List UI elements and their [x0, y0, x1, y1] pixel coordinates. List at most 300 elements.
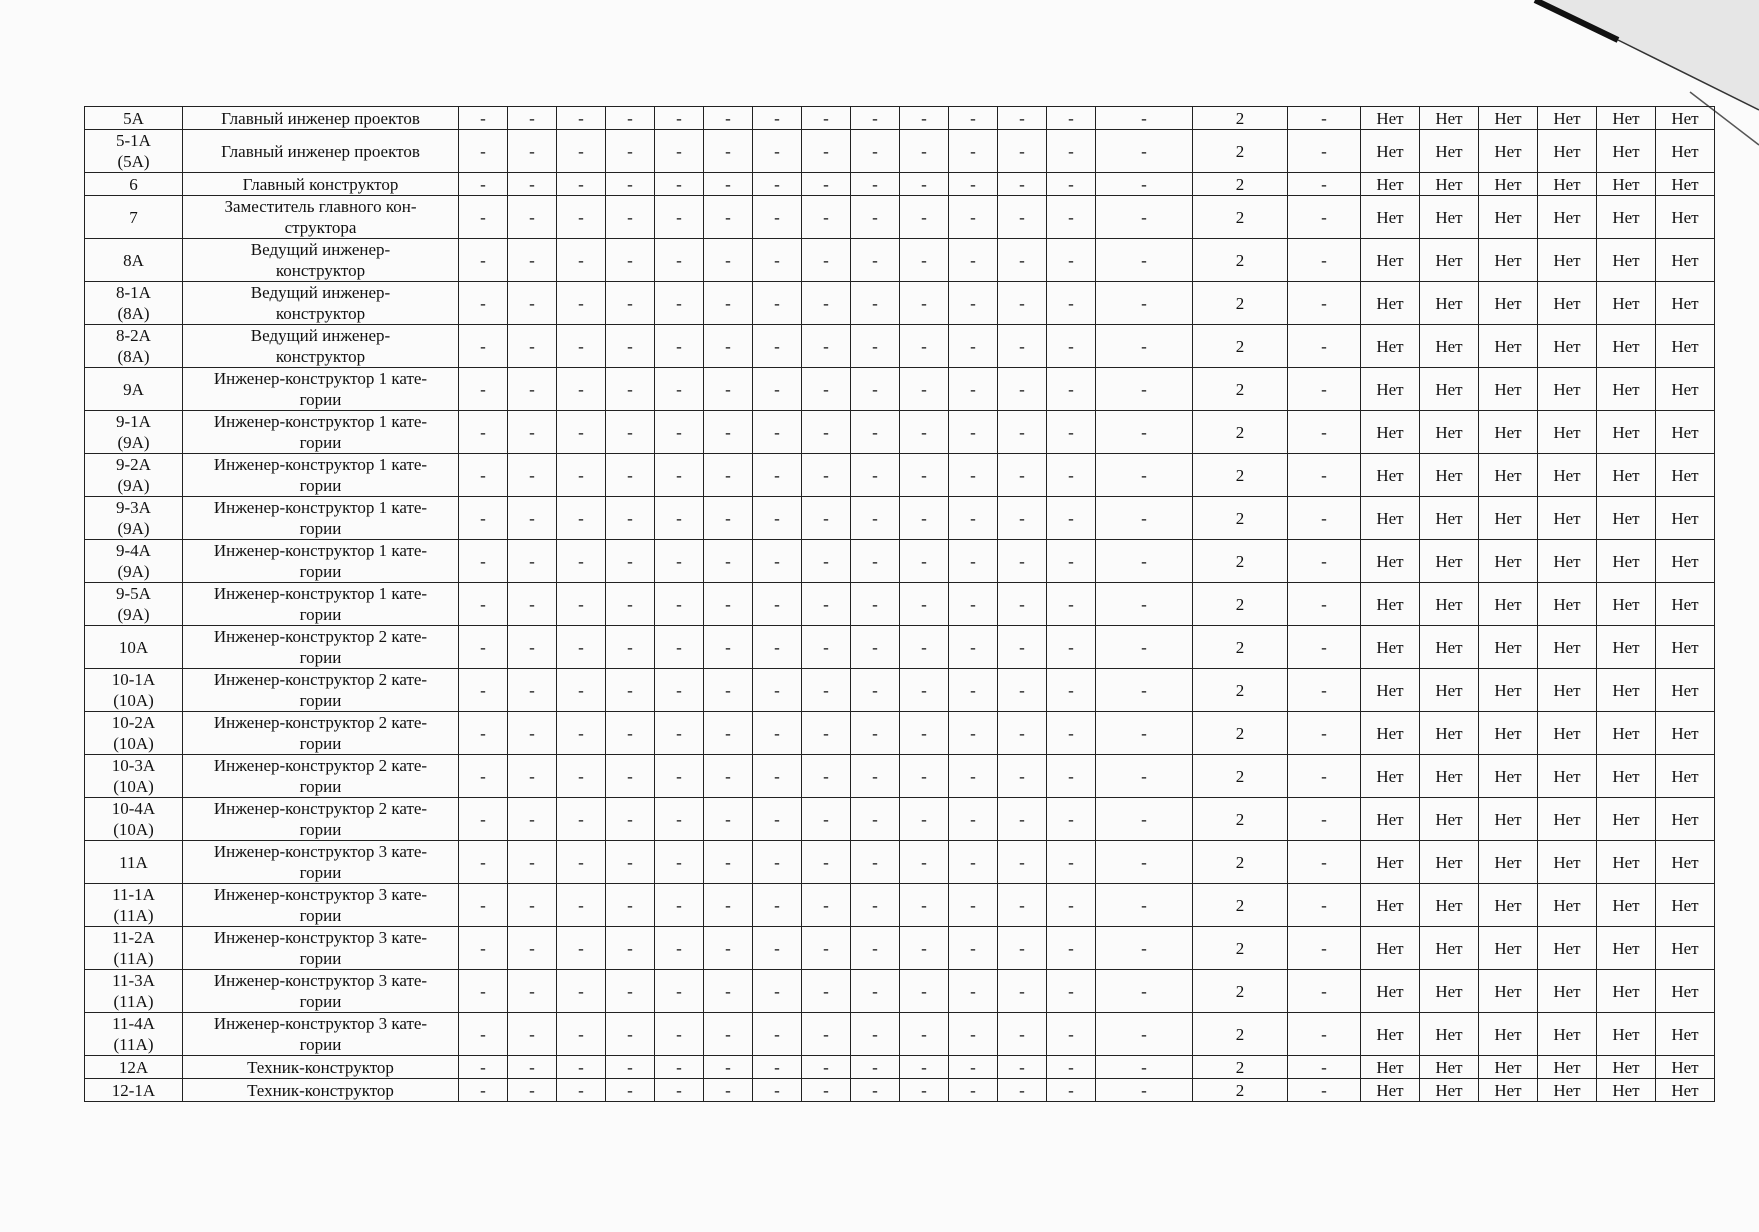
position-title-cell: Инженер-конструктор 3 кате- гории: [183, 884, 459, 927]
no-cell: Нет: [1420, 282, 1479, 325]
dash-cell: -: [557, 755, 606, 798]
dash-cell: -: [949, 1079, 998, 1102]
no-cell: Нет: [1479, 454, 1538, 497]
position-title-cell: Техник-конструктор: [183, 1056, 459, 1079]
no-cell: Нет: [1420, 454, 1479, 497]
position-number-cell: 10А: [85, 626, 183, 669]
dash-cell: -: [802, 130, 851, 173]
dash-cell: -: [655, 173, 704, 196]
dash-cell: -: [655, 970, 704, 1013]
dash-cell: -: [949, 1013, 998, 1056]
dash-cell: -: [998, 107, 1047, 130]
dash-cell: -: [704, 282, 753, 325]
dash-cell: -: [851, 1013, 900, 1056]
dash-cell: -: [1288, 1079, 1361, 1102]
table-row: [85, 130, 1715, 173]
class-value-cell: 2: [1193, 669, 1288, 712]
no-cell: Нет: [1420, 1079, 1479, 1102]
dash-cell: -: [851, 884, 900, 927]
no-cell: Нет: [1597, 239, 1656, 282]
dash-cell: -: [704, 454, 753, 497]
no-cell: Нет: [1597, 841, 1656, 884]
dash-cell: -: [1047, 1079, 1096, 1102]
no-cell: Нет: [1479, 1056, 1538, 1079]
dash-cell: -: [704, 368, 753, 411]
no-cell: Нет: [1361, 1079, 1420, 1102]
position-title-cell: Инженер-конструктор 1 кате- гории: [183, 454, 459, 497]
dash-cell: -: [851, 1079, 900, 1102]
dash-cell: -: [459, 798, 508, 841]
no-cell: Нет: [1597, 1013, 1656, 1056]
dash-cell: -: [1047, 411, 1096, 454]
dash-cell: -: [949, 669, 998, 712]
dash-cell: -: [459, 196, 508, 239]
dash-cell: -: [508, 325, 557, 368]
staff-table: [84, 106, 1715, 1102]
dash-cell: -: [557, 970, 606, 1013]
table-row: [85, 841, 1715, 884]
dash-cell: -: [753, 583, 802, 626]
class-value-cell: 2: [1193, 454, 1288, 497]
dash-cell: -: [508, 411, 557, 454]
no-cell: Нет: [1538, 626, 1597, 669]
position-title-cell: Инженер-конструктор 2 кате- гории: [183, 626, 459, 669]
dash-cell: -: [802, 626, 851, 669]
dash-cell: -: [851, 325, 900, 368]
dash-cell: -: [1288, 1013, 1361, 1056]
no-cell: Нет: [1361, 130, 1420, 173]
dash-cell: -: [508, 626, 557, 669]
no-cell: Нет: [1479, 798, 1538, 841]
dash-cell: -: [802, 712, 851, 755]
position-number-cell: 10-3А (10А): [85, 755, 183, 798]
dash-cell: -: [900, 454, 949, 497]
no-cell: Нет: [1538, 173, 1597, 196]
no-cell: Нет: [1361, 1056, 1420, 1079]
dash-cell: -: [753, 927, 802, 970]
dash-cell: -: [459, 970, 508, 1013]
dash-cell: -: [508, 239, 557, 282]
dash-cell: -: [655, 1056, 704, 1079]
no-cell: Нет: [1361, 626, 1420, 669]
position-number-cell: 10-2А (10А): [85, 712, 183, 755]
dash-cell: -: [802, 497, 851, 540]
dash-cell: -: [802, 196, 851, 239]
table-row: [85, 755, 1715, 798]
dash-cell: -: [900, 669, 949, 712]
dash-cell: -: [459, 239, 508, 282]
dash-cell: -: [998, 884, 1047, 927]
no-cell: Нет: [1538, 884, 1597, 927]
no-cell: Нет: [1420, 970, 1479, 1013]
dash-cell: -: [655, 411, 704, 454]
dash-cell: -: [459, 884, 508, 927]
no-cell: Нет: [1538, 282, 1597, 325]
dash-cell: -: [557, 884, 606, 927]
no-cell: Нет: [1538, 411, 1597, 454]
table-row: [85, 411, 1715, 454]
dash-cell: -: [753, 841, 802, 884]
dash-cell: -: [1288, 669, 1361, 712]
table-row: [85, 626, 1715, 669]
table-row: [85, 540, 1715, 583]
dash-cell: -: [851, 841, 900, 884]
position-number-cell: 10-4А (10А): [85, 798, 183, 841]
table-row: [85, 325, 1715, 368]
no-cell: Нет: [1656, 368, 1715, 411]
dash-cell: -: [1288, 497, 1361, 540]
no-cell: Нет: [1479, 282, 1538, 325]
no-cell: Нет: [1420, 368, 1479, 411]
dash-cell: -: [1096, 712, 1193, 755]
class-value-cell: 2: [1193, 196, 1288, 239]
position-number-cell: 5А: [85, 107, 183, 130]
dash-cell: -: [704, 239, 753, 282]
no-cell: Нет: [1597, 497, 1656, 540]
dash-cell: -: [998, 755, 1047, 798]
dash-cell: -: [704, 411, 753, 454]
dash-cell: -: [606, 173, 655, 196]
no-cell: Нет: [1479, 1013, 1538, 1056]
no-cell: Нет: [1597, 107, 1656, 130]
position-number-cell: 12-1А: [85, 1079, 183, 1102]
dash-cell: -: [606, 497, 655, 540]
class-value-cell: 2: [1193, 626, 1288, 669]
dash-cell: -: [655, 841, 704, 884]
dash-cell: -: [851, 497, 900, 540]
no-cell: Нет: [1361, 497, 1420, 540]
dash-cell: -: [802, 368, 851, 411]
class-value-cell: 2: [1193, 130, 1288, 173]
dash-cell: -: [1096, 173, 1193, 196]
dash-cell: -: [606, 454, 655, 497]
dash-cell: -: [1047, 970, 1096, 1013]
dash-cell: -: [655, 755, 704, 798]
dash-cell: -: [1096, 884, 1193, 927]
dash-cell: -: [949, 626, 998, 669]
dash-cell: -: [557, 282, 606, 325]
table-row: [85, 454, 1715, 497]
class-value-cell: 2: [1193, 173, 1288, 196]
dash-cell: -: [606, 130, 655, 173]
dash-cell: -: [851, 282, 900, 325]
no-cell: Нет: [1597, 970, 1656, 1013]
dash-cell: -: [1096, 368, 1193, 411]
class-value-cell: 2: [1193, 798, 1288, 841]
dash-cell: -: [753, 884, 802, 927]
dash-cell: -: [949, 712, 998, 755]
dash-cell: -: [557, 626, 606, 669]
dash-cell: -: [851, 583, 900, 626]
position-title-cell: Ведущий инженер- конструктор: [183, 282, 459, 325]
dash-cell: -: [851, 712, 900, 755]
table-row: [85, 927, 1715, 970]
no-cell: Нет: [1479, 368, 1538, 411]
no-cell: Нет: [1656, 798, 1715, 841]
dash-cell: -: [704, 669, 753, 712]
dash-cell: -: [508, 669, 557, 712]
dash-cell: -: [998, 540, 1047, 583]
dash-cell: -: [851, 755, 900, 798]
dash-cell: -: [655, 196, 704, 239]
dash-cell: -: [704, 1079, 753, 1102]
dash-cell: -: [802, 884, 851, 927]
dash-cell: -: [900, 755, 949, 798]
dash-cell: -: [557, 1079, 606, 1102]
no-cell: Нет: [1656, 1079, 1715, 1102]
dash-cell: -: [1047, 669, 1096, 712]
no-cell: Нет: [1361, 1013, 1420, 1056]
dash-cell: -: [606, 583, 655, 626]
dash-cell: -: [508, 884, 557, 927]
no-cell: Нет: [1597, 1079, 1656, 1102]
no-cell: Нет: [1479, 130, 1538, 173]
dash-cell: -: [606, 626, 655, 669]
dash-cell: -: [1096, 970, 1193, 1013]
dash-cell: -: [753, 196, 802, 239]
position-title-cell: Инженер-конструктор 2 кате- гории: [183, 712, 459, 755]
dash-cell: -: [655, 712, 704, 755]
dash-cell: -: [606, 798, 655, 841]
dash-cell: -: [900, 927, 949, 970]
dash-cell: -: [606, 970, 655, 1013]
position-number-cell: 8А: [85, 239, 183, 282]
no-cell: Нет: [1597, 669, 1656, 712]
no-cell: Нет: [1420, 712, 1479, 755]
dash-cell: -: [508, 107, 557, 130]
dash-cell: -: [557, 368, 606, 411]
no-cell: Нет: [1479, 626, 1538, 669]
dash-cell: -: [753, 1079, 802, 1102]
no-cell: Нет: [1361, 282, 1420, 325]
no-cell: Нет: [1420, 130, 1479, 173]
dash-cell: -: [704, 970, 753, 1013]
no-cell: Нет: [1656, 196, 1715, 239]
no-cell: Нет: [1479, 497, 1538, 540]
dash-cell: -: [508, 1013, 557, 1056]
position-number-cell: 9-1А (9А): [85, 411, 183, 454]
dash-cell: -: [998, 927, 1047, 970]
position-title-cell: Инженер-конструктор 1 кате- гории: [183, 583, 459, 626]
dash-cell: -: [1288, 325, 1361, 368]
dash-cell: -: [851, 107, 900, 130]
class-value-cell: 2: [1193, 368, 1288, 411]
dash-cell: -: [655, 368, 704, 411]
position-number-cell: 11-4А (11А): [85, 1013, 183, 1056]
dash-cell: -: [851, 540, 900, 583]
dash-cell: -: [998, 368, 1047, 411]
dash-cell: -: [1288, 927, 1361, 970]
dash-cell: -: [753, 411, 802, 454]
dash-cell: -: [508, 454, 557, 497]
position-title-cell: Главный инженер проектов: [183, 130, 459, 173]
dash-cell: -: [802, 540, 851, 583]
dash-cell: -: [900, 130, 949, 173]
dash-cell: -: [851, 368, 900, 411]
no-cell: Нет: [1479, 173, 1538, 196]
dash-cell: -: [949, 1056, 998, 1079]
position-number-cell: 9-4А (9А): [85, 540, 183, 583]
dash-cell: -: [851, 626, 900, 669]
position-number-cell: 9-5А (9А): [85, 583, 183, 626]
dash-cell: -: [1047, 540, 1096, 583]
no-cell: Нет: [1538, 583, 1597, 626]
dash-cell: -: [459, 927, 508, 970]
no-cell: Нет: [1656, 626, 1715, 669]
dash-cell: -: [949, 970, 998, 1013]
no-cell: Нет: [1656, 1013, 1715, 1056]
dash-cell: -: [753, 325, 802, 368]
dash-cell: -: [508, 798, 557, 841]
no-cell: Нет: [1361, 196, 1420, 239]
dash-cell: -: [998, 196, 1047, 239]
class-value-cell: 2: [1193, 884, 1288, 927]
class-value-cell: 2: [1193, 1056, 1288, 1079]
table-row: [85, 368, 1715, 411]
no-cell: Нет: [1479, 970, 1538, 1013]
dash-cell: -: [508, 841, 557, 884]
dash-cell: -: [1047, 884, 1096, 927]
dash-cell: -: [704, 884, 753, 927]
dash-cell: -: [949, 282, 998, 325]
dash-cell: -: [459, 454, 508, 497]
dash-cell: -: [753, 970, 802, 1013]
no-cell: Нет: [1420, 196, 1479, 239]
class-value-cell: 2: [1193, 239, 1288, 282]
dash-cell: -: [508, 368, 557, 411]
dash-cell: -: [949, 173, 998, 196]
no-cell: Нет: [1597, 196, 1656, 239]
no-cell: Нет: [1479, 239, 1538, 282]
dash-cell: -: [802, 970, 851, 1013]
no-cell: Нет: [1656, 173, 1715, 196]
dash-cell: -: [1096, 196, 1193, 239]
dash-cell: -: [606, 1079, 655, 1102]
class-value-cell: 2: [1193, 1079, 1288, 1102]
no-cell: Нет: [1597, 755, 1656, 798]
no-cell: Нет: [1656, 927, 1715, 970]
no-cell: Нет: [1656, 130, 1715, 173]
dash-cell: -: [802, 411, 851, 454]
dash-cell: -: [998, 1056, 1047, 1079]
table-row: [85, 196, 1715, 239]
table-row: [85, 1056, 1715, 1079]
dash-cell: -: [753, 497, 802, 540]
dash-cell: -: [1047, 1056, 1096, 1079]
dash-cell: -: [1096, 798, 1193, 841]
no-cell: Нет: [1420, 173, 1479, 196]
dash-cell: -: [1047, 841, 1096, 884]
dash-cell: -: [900, 583, 949, 626]
dash-cell: -: [1096, 239, 1193, 282]
dash-cell: -: [1047, 454, 1096, 497]
no-cell: Нет: [1479, 107, 1538, 130]
no-cell: Нет: [1538, 540, 1597, 583]
no-cell: Нет: [1479, 755, 1538, 798]
position-title-cell: Ведущий инженер- конструктор: [183, 325, 459, 368]
dash-cell: -: [1096, 626, 1193, 669]
dash-cell: -: [655, 325, 704, 368]
table-row: [85, 107, 1715, 130]
no-cell: Нет: [1656, 841, 1715, 884]
no-cell: Нет: [1361, 325, 1420, 368]
dash-cell: -: [949, 454, 998, 497]
position-title-cell: Ведущий инженер- конструктор: [183, 239, 459, 282]
dash-cell: -: [704, 107, 753, 130]
no-cell: Нет: [1656, 497, 1715, 540]
no-cell: Нет: [1361, 368, 1420, 411]
dash-cell: -: [1096, 497, 1193, 540]
dash-cell: -: [802, 841, 851, 884]
dash-cell: -: [1047, 497, 1096, 540]
dash-cell: -: [508, 173, 557, 196]
table-row: [85, 239, 1715, 282]
dash-cell: -: [1047, 173, 1096, 196]
dash-cell: -: [900, 970, 949, 1013]
position-title-cell: Главный конструктор: [183, 173, 459, 196]
dash-cell: -: [949, 411, 998, 454]
position-title-cell: Инженер-конструктор 3 кате- гории: [183, 1013, 459, 1056]
no-cell: Нет: [1420, 669, 1479, 712]
dash-cell: -: [900, 325, 949, 368]
no-cell: Нет: [1479, 325, 1538, 368]
position-title-cell: Инженер-конструктор 1 кате- гории: [183, 497, 459, 540]
dash-cell: -: [557, 669, 606, 712]
dash-cell: -: [1288, 107, 1361, 130]
no-cell: Нет: [1361, 841, 1420, 884]
class-value-cell: 2: [1193, 755, 1288, 798]
no-cell: Нет: [1538, 107, 1597, 130]
dash-cell: -: [459, 325, 508, 368]
dash-cell: -: [655, 282, 704, 325]
no-cell: Нет: [1656, 454, 1715, 497]
table-row: [85, 669, 1715, 712]
dash-cell: -: [802, 1079, 851, 1102]
dash-cell: -: [1288, 454, 1361, 497]
dash-cell: -: [1288, 841, 1361, 884]
dash-cell: -: [557, 540, 606, 583]
no-cell: Нет: [1656, 1056, 1715, 1079]
dash-cell: -: [655, 927, 704, 970]
dash-cell: -: [998, 798, 1047, 841]
no-cell: Нет: [1538, 927, 1597, 970]
dash-cell: -: [459, 368, 508, 411]
dash-cell: -: [704, 712, 753, 755]
dash-cell: -: [949, 798, 998, 841]
dash-cell: -: [998, 411, 1047, 454]
dash-cell: -: [655, 107, 704, 130]
position-title-cell: Инженер-конструктор 2 кате- гории: [183, 669, 459, 712]
class-value-cell: 2: [1193, 583, 1288, 626]
no-cell: Нет: [1538, 1013, 1597, 1056]
dash-cell: -: [557, 173, 606, 196]
dash-cell: -: [1047, 927, 1096, 970]
dash-cell: -: [508, 282, 557, 325]
dash-cell: -: [1047, 755, 1096, 798]
dash-cell: -: [998, 454, 1047, 497]
position-title-cell: Инженер-конструктор 2 кате- гории: [183, 755, 459, 798]
dash-cell: -: [900, 173, 949, 196]
dash-cell: -: [998, 1013, 1047, 1056]
dash-cell: -: [606, 669, 655, 712]
dash-cell: -: [998, 970, 1047, 1013]
no-cell: Нет: [1420, 1013, 1479, 1056]
no-cell: Нет: [1479, 884, 1538, 927]
dash-cell: -: [851, 927, 900, 970]
dash-cell: -: [998, 130, 1047, 173]
dash-cell: -: [753, 540, 802, 583]
no-cell: Нет: [1597, 325, 1656, 368]
